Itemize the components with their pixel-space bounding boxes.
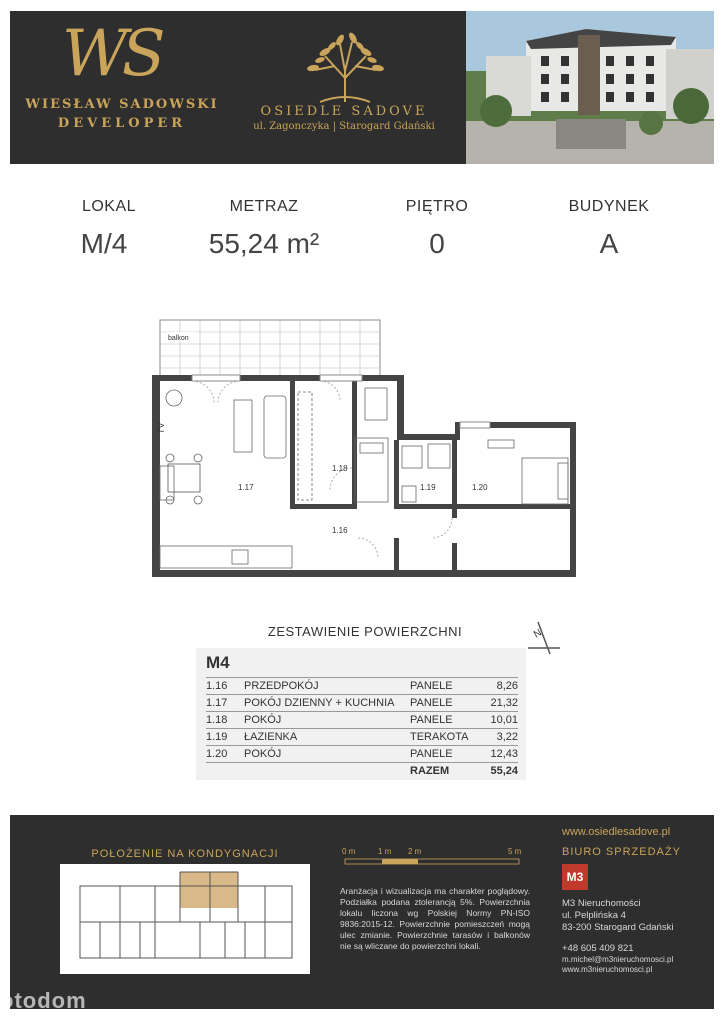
- scale-bar: [342, 845, 532, 885]
- budynek-value: A: [599, 228, 619, 259]
- disclaimer-notes: Aranżacja i wizualizacja ma charakter poglądowy. Podziałka podana ztolerancją 5%. Powierzchnia lokalu liczona wg Polskiej Normy PN-ISO 9836:2015-12. Powierzchnie pomieszczeń mogą ulec zmianie. Powierzchnie tarasów i balkonów nie są wliczane do powierzchni lokali.: [340, 886, 530, 951]
- room-label-1-20: 1.20: [472, 483, 488, 492]
- estate-tree-logo-icon: [280, 26, 410, 104]
- developer-role: DEVELOPER: [57, 116, 187, 131]
- scale-label-2: 2 m: [408, 847, 422, 856]
- metraz-label: METRAZ: [229, 198, 299, 215]
- lokal-value: M/4: [80, 228, 128, 259]
- office-phone-link[interactable]: +48 605 409 821: [562, 943, 634, 954]
- room-id: 1.20: [206, 748, 228, 760]
- balcony: [160, 320, 380, 376]
- total-label: RAZEM: [410, 765, 450, 777]
- room-id: 1.16: [206, 680, 228, 692]
- m3-logo-icon: M3: [562, 864, 588, 890]
- room-name: ŁAZIENKA: [244, 731, 298, 743]
- room-floor: PANELE: [410, 714, 453, 726]
- room-label-1-18: 1.18: [332, 464, 348, 473]
- svg-text:N: N: [532, 627, 544, 641]
- room-area: 3,22: [496, 731, 518, 743]
- office-email-link[interactable]: m.michel@m3nieruchomosci.pl: [562, 955, 674, 964]
- developer-logo-monogram: WS: [62, 17, 160, 91]
- tv-label: TV: [156, 422, 166, 434]
- room-floor: PANELE: [410, 748, 453, 760]
- pietro-value: 0: [429, 228, 445, 259]
- developer-name: WIESŁAW SADOWSKI: [25, 97, 219, 112]
- estate-name: OSIEDLE SADOVE: [260, 104, 428, 119]
- office-website-link[interactable]: www.m3nieruchomosci.pl: [562, 965, 653, 974]
- room-area: 21,32: [490, 697, 518, 709]
- balcony-label: balkon: [168, 335, 189, 342]
- room-label-1-16: 1.16: [332, 526, 348, 535]
- floor-position-plan: [60, 864, 310, 974]
- watermark: otodom: [0, 988, 87, 1013]
- room-area: 10,01: [490, 714, 518, 726]
- room-name: POKÓJ: [244, 748, 282, 760]
- room-label-1-17: 1.17: [238, 483, 254, 492]
- summary-unit: M4: [206, 653, 230, 672]
- scale-label-0: 0 m: [342, 847, 356, 856]
- room-id: 1.18: [206, 714, 228, 726]
- lokal-label: LOKAL: [81, 198, 137, 215]
- floor-plan: [150, 318, 580, 583]
- room-name: PRZEDPOKÓJ: [244, 680, 319, 692]
- room-floor: PANELE: [410, 697, 453, 709]
- room-area: 8,26: [496, 680, 518, 692]
- estate-address: ul. Zagonczyka | Starogard Gdański: [253, 121, 435, 132]
- summary-title: ZESTAWIENIE POWIERZCHNI: [267, 624, 463, 639]
- scale-label-1: 1 m: [378, 847, 392, 856]
- office-street: ul. Pelplińska 4: [562, 910, 626, 921]
- room-id: 1.19: [206, 731, 228, 743]
- room-floor: TERAKOTA: [410, 731, 469, 743]
- building-photo: [466, 11, 714, 164]
- room-floor: PANELE: [410, 680, 453, 692]
- office-name: M3 Nieruchomości: [562, 898, 641, 909]
- table-total-row: [206, 764, 518, 781]
- estate-website-link[interactable]: www.osiedlesadove.pl: [562, 826, 671, 838]
- budynek-label: BUDYNEK: [568, 198, 650, 215]
- total-value: 55,24: [490, 765, 518, 777]
- office-city: 83-200 Starogard Gdański: [562, 922, 674, 933]
- pietro-label: PIĘTRO: [405, 198, 469, 215]
- metraz-value: 55,24 m²: [208, 228, 320, 259]
- room-name: POKÓJ DZIENNY + KUCHNIA: [244, 697, 395, 709]
- scale-label-5: 5 m: [508, 847, 522, 856]
- room-area: 12,43: [490, 748, 518, 760]
- north-arrow-icon: [520, 618, 566, 658]
- room-name: POKÓJ: [244, 714, 282, 726]
- sales-office-title: BIURO SPRZEDAŻY: [562, 846, 681, 858]
- floor-position-title: POŁOŻENIE NA KONDYGNACJI: [91, 848, 279, 860]
- room-label-1-19: 1.19: [420, 483, 436, 492]
- room-id: 1.17: [206, 697, 228, 709]
